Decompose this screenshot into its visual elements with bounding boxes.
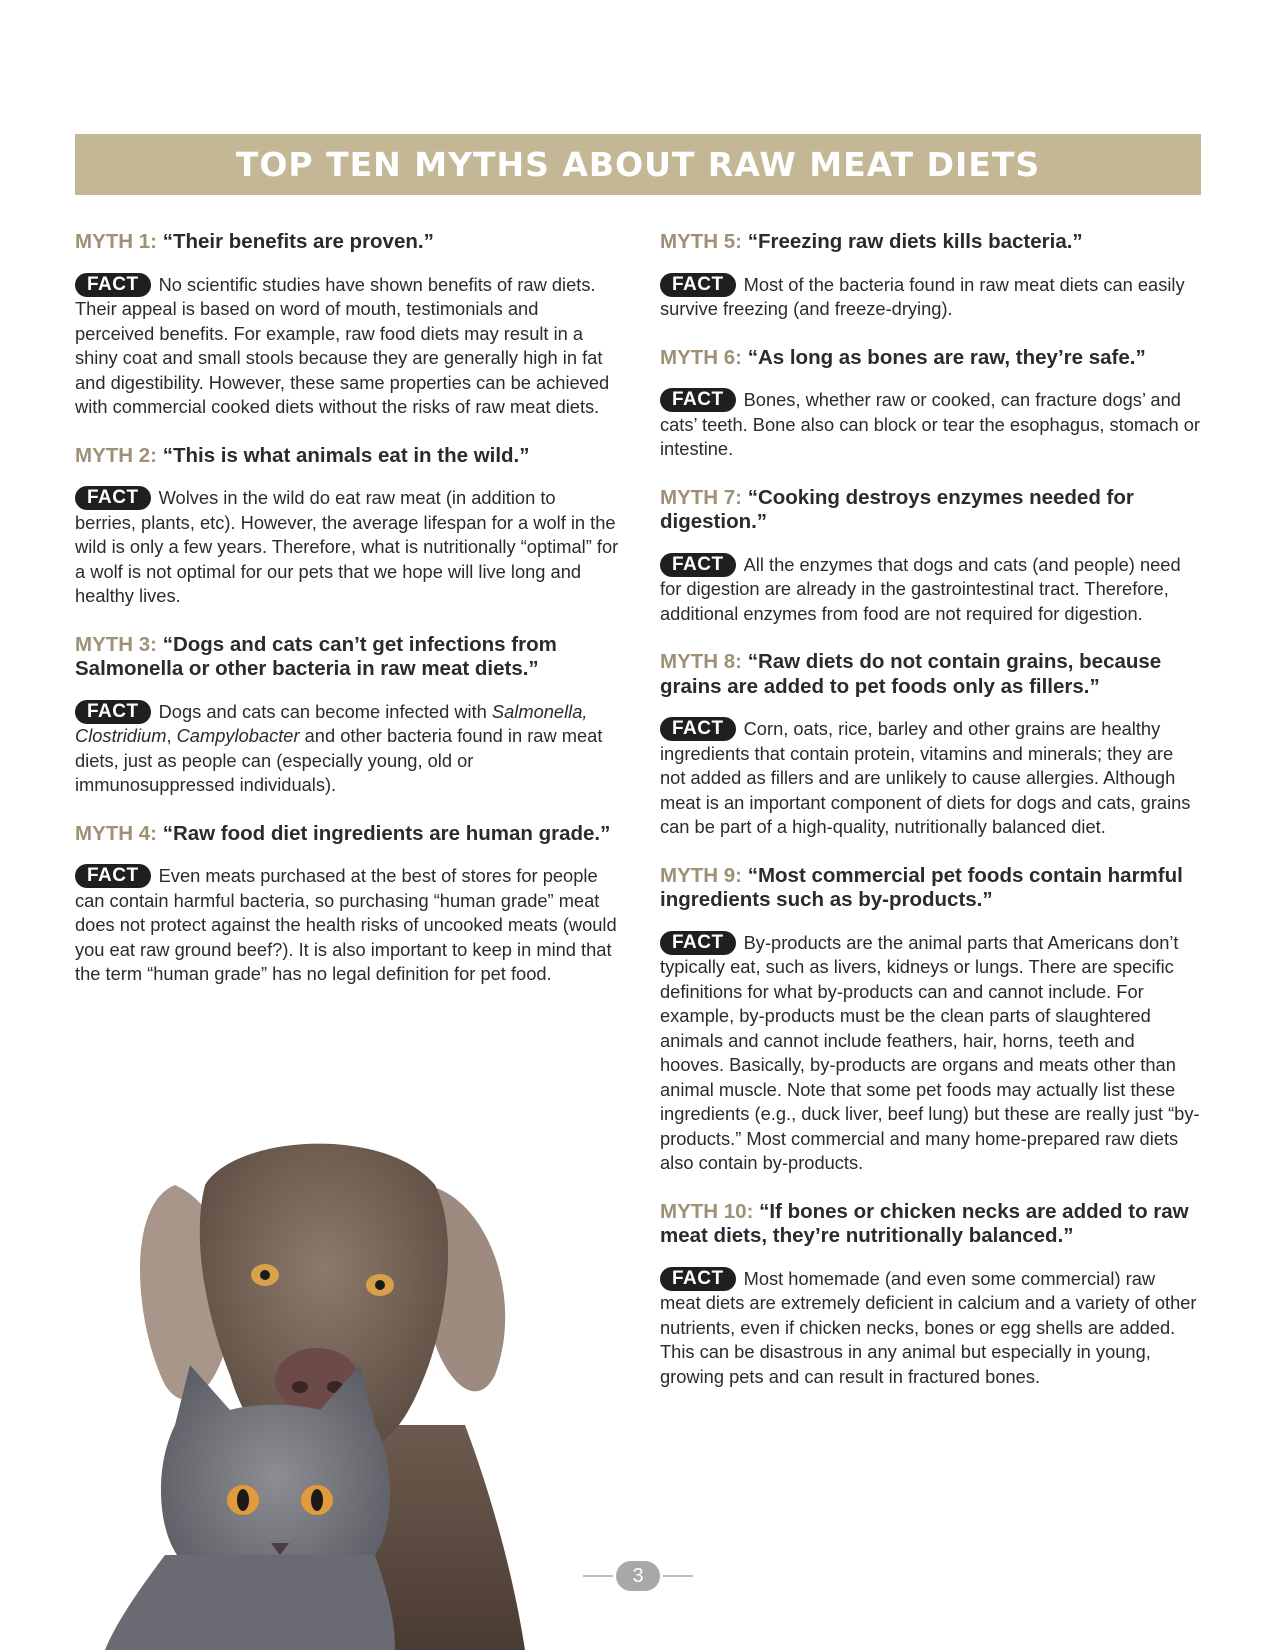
- fact-badge: FACT: [660, 1267, 736, 1291]
- myth-quote: “As long as bones are raw, they’re safe.”: [747, 345, 1146, 369]
- myth-label: MYTH 6:: [660, 345, 742, 369]
- myth-label: MYTH 7:: [660, 485, 742, 509]
- page-number-badge: 3: [616, 1561, 660, 1591]
- fact-comma: ,: [166, 725, 177, 746]
- fact-body-post: and other bacteria found in raw meat diets, just as people can (especially young, old or immunosuppressed individuals).: [75, 725, 603, 795]
- myth-heading: [660, 1200, 1200, 1249]
- fact-paragraph: [660, 717, 1200, 840]
- myth-4: [75, 822, 620, 987]
- page-title: TOP TEN MYTHS ABOUT RAW MEAT DIETS: [235, 145, 1041, 184]
- right-column: [660, 230, 1200, 1413]
- fact-badge: FACT: [75, 864, 151, 888]
- myth-heading: [660, 346, 1200, 371]
- myth-quote: “Cooking destroys enzymes needed for digestion.”: [660, 485, 1134, 533]
- myth-6: [660, 346, 1200, 462]
- page-number-rule-left: [583, 1575, 613, 1577]
- fact-paragraph: [660, 553, 1200, 627]
- fact-paragraph: [75, 273, 620, 420]
- myth-heading: [75, 822, 620, 847]
- myth-label: MYTH 10:: [660, 1199, 754, 1223]
- fact-badge: FACT: [660, 931, 736, 955]
- fact-paragraph: [660, 388, 1200, 462]
- myth-heading: [75, 633, 620, 682]
- myth-7: [660, 486, 1200, 627]
- myth-heading: [660, 864, 1200, 913]
- fact-body: Bones, whether raw or cooked, can fracture dogs’ and cats’ teeth. Bone also can block or tear the esophagus, stomach or intestine.: [660, 389, 1200, 459]
- myth-quote: “Raw diets do not contain grains, because grains are added to pet foods only as fillers.”: [660, 650, 1162, 698]
- title-banner: [75, 134, 1201, 195]
- fact-paragraph: [75, 864, 620, 987]
- myth-8: [660, 650, 1200, 840]
- myth-quote: “If bones or chicken necks are added to raw meat diets, they’re nutritionally balanced.”: [660, 1199, 1189, 1247]
- fact-italic-organisms: Salmonella, Clostridium: [75, 700, 588, 746]
- fact-body: Most of the bacteria found in raw meat diets can easily survive freezing (and freeze-drying).: [660, 273, 1185, 319]
- myth-label: MYTH 3:: [75, 632, 157, 656]
- myth-9: [660, 864, 1200, 1176]
- myth-2: [75, 444, 620, 609]
- myth-3: [75, 633, 620, 798]
- myth-quote: “Freezing raw diets kills bacteria.”: [747, 230, 1083, 253]
- fact-body: Most homemade (and even some commercial) raw meat diets are extremely deficient in calcium and a variety of other nutrients, even if chicken necks, bones or egg shells are added. This can be disastrous in any animal but especially in young, growing pets and can result in fractured bones.: [660, 1267, 1197, 1387]
- fact-badge: FACT: [660, 717, 736, 741]
- myth-1: [75, 230, 620, 420]
- dog-and-cat-photo: [95, 1125, 565, 1650]
- myth-heading: [75, 230, 620, 255]
- fact-body: Even meats purchased at the best of stores for people can contain harmful bacteria, so purchasing “human grade” meat does not protect against the health risks of uncooked meats (would you eat raw ground beef?). It is also important to keep in mind that the term “human grade” has no legal definition for pet food.: [75, 865, 617, 984]
- fact-badge: FACT: [75, 273, 151, 297]
- myth-label: MYTH 4:: [75, 821, 157, 845]
- fact-badge: FACT: [75, 486, 151, 510]
- myth-heading: [660, 650, 1200, 699]
- fact-body: Corn, oats, rice, barley and other grains are healthy ingredients that contain protein, vitamins and minerals; they are not added as fillers and are unlikely to cause allergies. Although meat is an important component of diets for dogs and cats, grains can be part of a high-quality, nutritionally balanced diet.: [660, 718, 1191, 837]
- page-number: [583, 1561, 693, 1591]
- myth-10: [660, 1200, 1200, 1390]
- myth-quote: “Raw food diet ingredients are human grade.”: [162, 821, 611, 845]
- myth-quote: “Their benefits are proven.”: [162, 230, 434, 253]
- cat-body: [105, 1555, 395, 1650]
- myth-label: MYTH 8:: [660, 650, 742, 673]
- myth-label: MYTH 9:: [660, 863, 742, 887]
- fact-paragraph: [660, 273, 1200, 322]
- left-column: [75, 230, 620, 1011]
- myth-quote: “Dogs and cats can’t get infections from Salmonella or other bacteria in raw meat diets.”: [75, 632, 557, 680]
- fact-badge: FACT: [75, 700, 151, 724]
- myth-heading: [75, 444, 620, 469]
- fact-paragraph: [75, 700, 620, 798]
- fact-badge: FACT: [660, 553, 736, 577]
- myth-heading: [660, 486, 1200, 535]
- fact-body: By-products are the animal parts that Americans don’t typically eat, such as livers, kidneys or lungs. There are specific definitions for what by-products can and cannot include. For example, by-products must be the clean parts of slaughtered animals and cannot include feathers, hair, horns, teeth and hooves. Basically, by-products are organs and meats other than animal muscle. Note that some pet foods may actually list these ingredients (e.g., duck liver, beef lung) but these are really just “by-products.” Most commercial and many home-prepared raw diets also contain by-products.: [660, 931, 1200, 1173]
- fact-paragraph: [660, 1267, 1200, 1390]
- fact-body: No scientific studies have shown benefits of raw diets. Their appeal is based on word of mouth, testimonials and perceived benefits. For example, raw food diets may result in a shiny coat and small stools because they are generally high in fat and digestibility. However, these same properties can be achieved with commercial cooked diets without the risks of raw meat diets.: [75, 273, 610, 417]
- fact-paragraph: [660, 931, 1200, 1176]
- fact-paragraph: [75, 486, 620, 609]
- fact-body: All the enzymes that dogs and cats (and people) need for digestion are already in the gastrointestinal tract. Therefore, additional enzymes from food are not required for digestion.: [660, 553, 1181, 624]
- fact-body-pre: Dogs and cats can become infected with: [158, 700, 492, 722]
- myth-quote: “This is what animals eat in the wild.”: [162, 443, 530, 467]
- fact-italic-campylobacter: Campylobacter: [176, 725, 300, 746]
- fact-badge: FACT: [660, 388, 736, 412]
- fact-badge: FACT: [660, 273, 736, 297]
- page-number-rule-right: [663, 1575, 693, 1577]
- myth-label: MYTH 1:: [75, 230, 157, 253]
- myth-label: MYTH 2:: [75, 443, 157, 467]
- fact-body: Wolves in the wild do eat raw meat (in addition to berries, plants, etc). However, the average lifespan for a wolf in the wild is only a few years. Therefore, what is nutritionally “optimal” for a wolf is not optimal for our pets that we hope will live long and healthy lives.: [75, 487, 619, 606]
- myth-5: [660, 230, 1200, 322]
- myth-quote: “Most commercial pet foods contain harmful ingredients such as by-products.”: [660, 863, 1183, 911]
- myth-heading: [660, 230, 1200, 255]
- myth-label: MYTH 5:: [660, 230, 742, 253]
